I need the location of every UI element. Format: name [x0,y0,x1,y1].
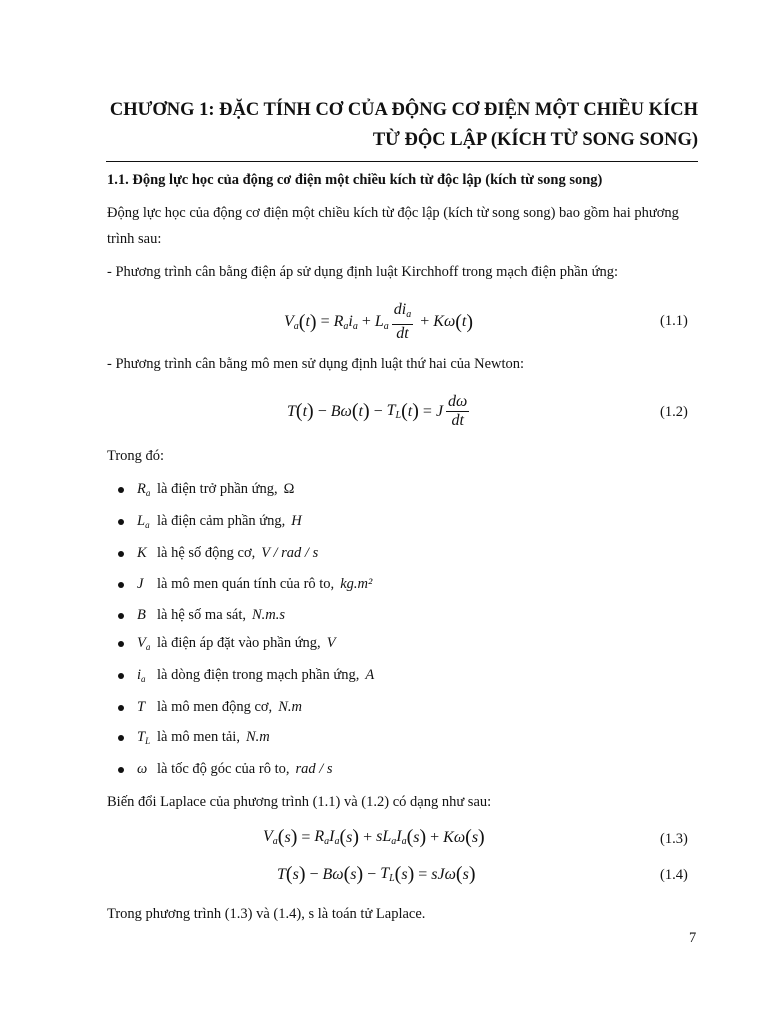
definition-item-4 [118,607,285,624]
chapter-title-line1: CHƯƠNG 1: ĐẶC TÍNH CƠ CỦA ĐỘNG CƠ ĐIỆN MỘT CHIỀU KÍCH [109,100,698,120]
definition-symbol: T [137,699,146,715]
newton-text: - Phương trình cân bằng mô men sử dụng định luật thứ hai của Newton: [107,356,525,372]
equation-1-1: $V_a$ ( t ) = $R_ai_a$ + $L_a$ $\frac{di_a}{dt}$ + Kω ( t ) [284,301,474,342]
bullet-icon [118,519,124,525]
equation-1-4: T ( s ) − Bω ( s ) − $T_L$ ( s ) = sJω ( s ) [277,863,476,885]
definition-symbol: $L_a$ [137,513,150,530]
bullet-icon [118,551,124,557]
definition-unit: V / rad / s [261,545,319,561]
bullet-icon [118,613,124,619]
closing-text: Trong phương trình (1.3) và (1.4), s là toán tử Laplace. [107,906,426,922]
bullet-icon [118,487,124,493]
definition-unit: Ω [283,481,295,497]
where-text: Trong đó: [107,448,165,464]
definition-item-2 [118,545,318,562]
bullet-icon [118,641,124,647]
intro-line-2: trình sau: [107,231,162,247]
definition-unit: N.m [278,699,302,715]
definition-unit: rad / s [295,761,333,777]
kirchhoff-text: - Phương trình cân bằng điện áp sử dụng định luật Kirchhoff trong mạch điện phần ứng: [107,264,618,280]
definition-text: là tốc độ góc của rô to, [157,761,290,777]
title-divider [106,161,698,162]
definition-item-1 [118,513,302,530]
bullet-icon [118,673,124,679]
intro-line-1: Động lực học của động cơ điện một chiều kích từ độc lập (kích từ song song) bao gồm hai phương [107,205,679,221]
definition-item-3 [118,576,372,593]
definition-symbol: $V_a$ [137,635,151,652]
definition-unit: kg.m² [340,576,373,592]
bullet-icon [118,735,124,741]
definition-symbol: $i_a$ [137,667,146,684]
equation-1-4-number: (1.4) [660,867,688,883]
definition-text: là mô men động cơ, [157,699,273,715]
definition-symbol: $T_L$ [137,729,151,746]
definition-symbol: B [137,607,146,623]
definition-item-9 [118,761,333,778]
definition-unit: N.m.s [252,607,286,623]
definition-text: là mô men tải, [157,729,240,745]
bullet-icon [118,767,124,773]
equation-1-2-number: (1.2) [660,404,688,420]
equation-1-2: T ( t ) − Bω ( t ) − $T_L$ ( t ) = J $\frac{d\omega}{dt}$ [287,393,468,429]
definition-unit: N.m [245,729,270,745]
definition-text: là điện áp đặt vào phần ứng, [157,635,321,651]
definition-unit: V [326,635,336,651]
laplace-text: Biến đổi Laplace của phương trình (1.1) và (1.2) có dạng như sau: [107,794,492,810]
definition-item-5 [118,635,336,652]
definition-text: là điện cảm phần ứng, [157,513,286,529]
section-heading: 1.1. Động lực học của động cơ điện một chiều kích từ độc lập (kích từ song song) [107,172,603,188]
equation-1-3: $V_a$ ( s ) = $R_aI_a$ ( s ) + $sL_aI_a$ ( s ) + Kω ( s ) [263,826,485,848]
definition-unit: A [365,667,375,683]
definition-symbol: J [137,576,144,592]
definition-item-7 [118,699,302,716]
definition-text: là điện trở phần ứng, [157,481,278,497]
definition-item-6 [118,667,374,684]
bullet-icon [118,705,124,711]
definition-symbol: K [137,545,147,561]
definition-text: là dòng điện trong mạch phần ứng, [157,667,360,683]
definition-unit: H [291,513,302,529]
bullet-icon [118,582,124,588]
definition-text: là hệ số ma sát, [157,607,246,623]
chapter-title-line2: TỪ ĐỘC LẬP (KÍCH TỪ SONG SONG) [372,130,698,150]
definition-text: là mô men quán tính của rô to, [157,576,335,592]
definition-symbol: ω [137,761,148,777]
equation-1-3-number: (1.3) [660,831,688,847]
equation-1-1-number: (1.1) [660,313,688,329]
definition-text: là hệ số động cơ, [157,545,256,561]
definition-item-8 [118,729,270,746]
definition-symbol: $R_a$ [137,481,151,498]
definition-item-0 [118,481,294,498]
page-number: 7 [689,930,697,946]
